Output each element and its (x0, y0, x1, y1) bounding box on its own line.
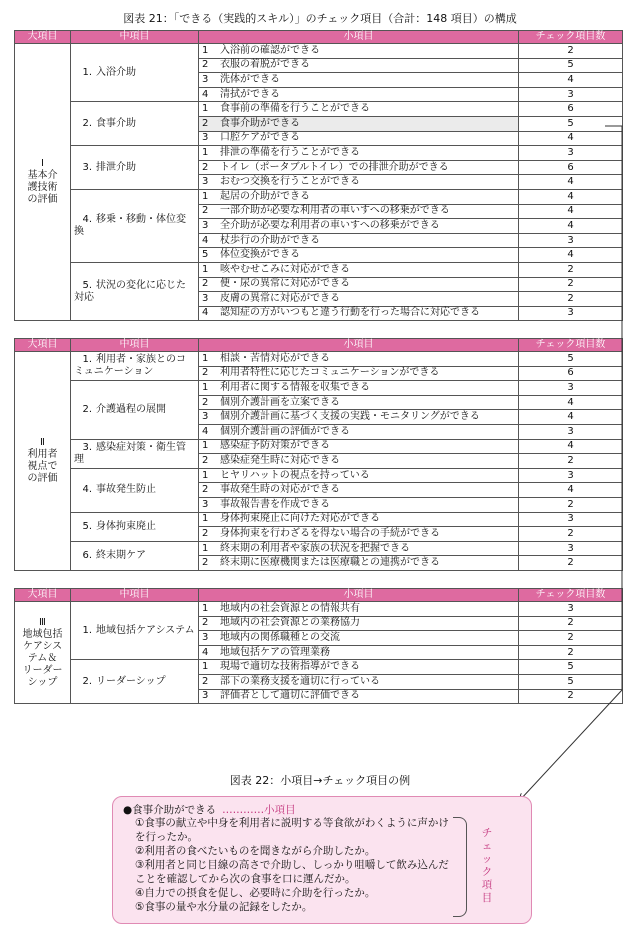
small-category-text: 地域内の社会資源との業務協力 (220, 617, 360, 629)
mid-category-number: 4. (82, 484, 92, 496)
small-category-text: 認知症の方がいつもと違う行動を行った場合に対応できる (220, 307, 480, 319)
small-category-text: 事故報告書を作成できる (220, 498, 330, 510)
mid-category-number: 3. (82, 161, 92, 173)
small-category-number: 1 (202, 263, 209, 275)
small-category-number: 2 (202, 396, 209, 408)
small-category-number: 1 (202, 602, 209, 614)
mid-category-number: 5. (82, 279, 92, 291)
header-small-category: 小項目 (199, 31, 519, 44)
small-category-number: 2 (202, 484, 209, 496)
mid-category-number: 1. (82, 354, 92, 366)
check-count-cell: 5 (519, 58, 623, 73)
small-category-text: 衣服の着脱ができる (220, 59, 310, 71)
small-category-text: 地域包括ケアの管理業務 (220, 646, 330, 658)
mid-category-name: 利用者・家族とのコミュニケーション (74, 354, 186, 378)
small-category-number: 4 (202, 425, 209, 437)
small-category-text: 一部介助が必要な利用者の車いすへの移乗ができる (220, 205, 450, 217)
small-category-number: 1 (202, 469, 209, 481)
figure22-title: 図表 22：小項目→チェック項目の例 (229, 774, 411, 787)
small-category-text: 感染症予防対策ができる (220, 440, 330, 452)
mid-category-number: 3. (82, 441, 92, 453)
header-small-category: 小項目 (199, 589, 519, 602)
small-category-number: 2 (202, 59, 209, 71)
small-category-text: 感染症発生時に対応できる (220, 454, 340, 466)
small-category-text: 起居の介助ができる (220, 190, 310, 202)
check-count-cell: 2 (519, 645, 623, 660)
small-category-number: 1 (202, 381, 209, 393)
header-mid-category: 中項目 (71, 589, 199, 602)
small-category-number: 2 (202, 617, 209, 629)
small-category-text: 入浴前の確認ができる (220, 44, 320, 56)
small-category-text: 利用者に関する情報を収集できる (220, 381, 370, 393)
check-count-cell: 4 (519, 395, 623, 410)
check-count-cell: 4 (519, 175, 623, 190)
example-item: ②利用者の食べたいものを聞きながら介助したか。 (135, 845, 376, 857)
check-count-cell: 2 (519, 631, 623, 646)
small-category-text: 食事前の準備を行うことができる (220, 103, 370, 115)
mid-category-name: 身体拘束廃止 (96, 520, 156, 532)
check-items-bracket (453, 817, 467, 917)
small-category-text: 身体拘束を行わざるを得ない場合の手続ができる (220, 527, 440, 539)
mid-category-name: 感染症対策・衛生管理 (74, 441, 186, 465)
example-item: ⑤食事の量や水分量の記録をしたか。 (135, 901, 313, 913)
check-count-cell: 3 (519, 87, 623, 102)
small-category-number: 1 (202, 352, 209, 364)
check-count-cell: 3 (519, 602, 623, 617)
header-check-count: チェック項目数 (519, 339, 623, 352)
check-count-cell: 4 (519, 204, 623, 219)
small-category-number: 2 (202, 367, 209, 379)
check-count-cell: 3 (519, 306, 623, 321)
header-small-category: 小項目 (199, 339, 519, 352)
mid-category-name: 状況の変化に応じた対応 (74, 279, 186, 303)
check-count-cell: 2 (519, 497, 623, 512)
small-category-number: 2 (202, 278, 209, 290)
example-item: ①食事の献立や中身を利用者に説明する等食欲がわくように声かけを行ったか。 (135, 817, 449, 843)
small-category-text: 事故発生時の対応ができる (220, 484, 340, 496)
small-category-number: 3 (202, 219, 209, 231)
header-mid-category: 中項目 (71, 31, 199, 44)
mid-category-name: 地域包括ケアシステム (96, 624, 195, 636)
small-category-text: 現場で適切な技術指導ができる (220, 661, 360, 673)
small-category-number: 1 (202, 103, 209, 115)
check-count-cell: 2 (519, 262, 623, 277)
small-category-number: 3 (202, 690, 209, 702)
small-category-text: 皮膚の異常に対応ができる (220, 292, 340, 304)
header-mid-category: 中項目 (71, 339, 199, 352)
small-category-text: 利用者特性に応じたコミュニケーションができる (220, 367, 440, 379)
small-category-text: 全介助が必要な利用者の車いすへの移乗ができる (220, 219, 440, 231)
small-category-text: 終末期の利用者や家族の状況を把握できる (220, 542, 410, 554)
check-count-cell: 5 (519, 116, 623, 131)
small-category-number: 4 (202, 88, 209, 100)
example-item: ③利用者と同じ目線の高さで介助し、しっかり咀嚼して飲み込んだことを確認してから次の食事を口に運んだか。 (135, 859, 449, 885)
small-category-number: 5 (202, 249, 209, 261)
small-category-text: 体位変換ができる (220, 249, 300, 261)
small-category-text: 個別介護計画に基づく支援の実践・モニタリングができる (220, 411, 480, 423)
check-count-cell: 3 (519, 468, 623, 483)
example-item: ④自力での摂食を促し、必要時に介助を行ったか。 (135, 887, 376, 899)
mid-category-name: 移乗・移動・体位変換 (74, 213, 186, 237)
small-category-text: 個別介護計画を立案できる (220, 396, 340, 408)
mid-category-number: 2. (82, 403, 92, 415)
header-big-category: 大項目 (15, 31, 71, 44)
small-category-text: おむつ交換を行うことができる (220, 176, 360, 188)
mid-category-number: 5. (82, 520, 92, 532)
mid-category-name: 介護過程の展開 (96, 403, 166, 415)
small-category-number: 1 (202, 440, 209, 452)
small-category-text: 地域内の社会資源との情報共有 (220, 602, 360, 614)
mid-category-number: 1. (82, 66, 92, 78)
small-category-number: 2 (202, 205, 209, 217)
header-check-count: チェック項目数 (519, 31, 623, 44)
small-category-number: 3 (202, 498, 209, 510)
small-category-text: 洗体ができる (220, 73, 280, 85)
small-category-text: 食事介助ができる (220, 117, 300, 129)
small-category-number: 1 (202, 661, 209, 673)
header-check-count: チェック項目数 (519, 589, 623, 602)
check-count-cell: 5 (519, 352, 623, 367)
big-category-cell: Ⅲ 地域包括 ケアシス テム＆ リーダー シップ (15, 602, 71, 704)
example-heading-text: ●食事介助ができる (123, 804, 217, 816)
check-count-cell: 4 (519, 73, 623, 88)
small-category-text: 身体拘束廃止に向けた対応ができる (220, 513, 380, 525)
check-count-cell: 5 (519, 660, 623, 675)
small-category-number: 4 (202, 234, 209, 246)
small-category-number: 2 (202, 557, 209, 569)
check-count-cell: 3 (519, 541, 623, 556)
small-category-text: 排泄の準備を行うことができる (220, 146, 360, 158)
big-category-cell: Ⅱ 利用者 視点で の評価 (15, 352, 71, 571)
example-heading-tag: …………小項目 (222, 804, 296, 816)
check-count-cell: 4 (519, 483, 623, 498)
check-count-cell: 2 (519, 616, 623, 631)
check-count-cell: 4 (519, 189, 623, 204)
check-count-cell: 4 (519, 219, 623, 234)
mid-category-name: 排泄介助 (96, 161, 136, 173)
small-category-number: 2 (202, 675, 209, 687)
check-count-cell: 4 (519, 248, 623, 263)
small-category-number: 1 (202, 190, 209, 202)
small-category-number: 4 (202, 646, 209, 658)
mid-category-name: 入浴介助 (96, 66, 136, 78)
small-category-text: トイレ（ポータブルトイレ）での排泄介助ができる (220, 161, 449, 173)
small-category-text: 終末期に医療機関または医療職との連携ができる (220, 557, 440, 569)
mid-category-number: 1. (82, 624, 92, 636)
small-category-text: ヒヤリハットの視点を持っている (220, 469, 370, 481)
mid-category-number: 4. (82, 213, 92, 225)
mid-category-number: 6. (82, 549, 92, 561)
mid-category-name: 事故発生防止 (96, 484, 156, 496)
check-count-cell: 6 (519, 102, 623, 117)
small-category-text: 咳やむせこみに対応ができる (220, 263, 350, 275)
small-category-text: 個別介護計画の評価ができる (220, 425, 350, 437)
check-count-cell: 2 (519, 527, 623, 542)
small-category-text: 清拭ができる (220, 88, 280, 100)
small-category-number: 3 (202, 132, 209, 144)
small-category-number: 3 (202, 292, 209, 304)
check-count-cell: 2 (519, 454, 623, 469)
check-count-cell: 3 (519, 381, 623, 396)
mid-category-name: リーダーシップ (96, 675, 166, 687)
header-big-category: 大項目 (15, 339, 71, 352)
small-category-text: 地域内の関係職種との交流 (220, 631, 340, 643)
mid-category-name: 食事介助 (96, 117, 136, 129)
check-count-cell: 3 (519, 146, 623, 161)
small-category-number: 2 (202, 454, 209, 466)
mid-category-number: 2. (82, 117, 92, 129)
check-count-cell: 2 (519, 292, 623, 307)
small-category-text: 部下の業務支援を適切に行っている (220, 675, 380, 687)
header-big-category: 大項目 (15, 589, 71, 602)
check-count-cell: 3 (519, 233, 623, 248)
small-category-number: 3 (202, 631, 209, 643)
mid-category-number: 2. (82, 675, 92, 687)
check-count-cell: 4 (519, 410, 623, 425)
small-category-number: 3 (202, 73, 209, 85)
small-category-number: 3 (202, 176, 209, 188)
mid-category-name: 終末期ケア (96, 549, 146, 561)
small-category-number: 1 (202, 513, 209, 525)
small-category-text: 口腔ケアができる (220, 132, 300, 144)
small-category-number: 1 (202, 146, 209, 158)
small-category-text: 相談・苦情対応ができる (220, 352, 330, 364)
example-heading (123, 802, 296, 817)
small-category-number: 1 (202, 542, 209, 554)
small-category-number: 2 (202, 527, 209, 539)
check-count-cell: 3 (519, 424, 623, 439)
check-count-cell: 4 (519, 131, 623, 146)
check-count-cell: 4 (519, 439, 623, 454)
small-category-number: 2 (202, 117, 209, 129)
small-category-number: 3 (202, 411, 209, 423)
figure21-title: 図表 21：「できる（実践的スキル）」のチェック項目（合計：148 項目）の構成 (123, 12, 517, 25)
small-category-text: 評価者として適切に評価できる (220, 690, 360, 702)
small-category-number: 4 (202, 307, 209, 319)
check-count-cell: 6 (519, 366, 623, 381)
small-category-number: 2 (202, 161, 209, 173)
small-category-text: 便・尿の異常に対応ができる (220, 278, 350, 290)
check-count-cell: 5 (519, 674, 623, 689)
check-count-cell: 2 (519, 689, 623, 704)
check-count-cell: 6 (519, 160, 623, 175)
check-count-cell: 2 (519, 44, 623, 59)
check-count-cell: 2 (519, 277, 623, 292)
check-items-label: チ ェ ッ ク 項 目 (481, 827, 493, 904)
example-box (112, 796, 532, 924)
check-count-cell: 2 (519, 556, 623, 571)
big-category-cell: Ⅰ 基本介 護技術 の評価 (15, 44, 71, 321)
check-count-cell: 3 (519, 512, 623, 527)
small-category-text: 杖歩行の介助ができる (220, 234, 320, 246)
small-category-number: 1 (202, 44, 209, 56)
